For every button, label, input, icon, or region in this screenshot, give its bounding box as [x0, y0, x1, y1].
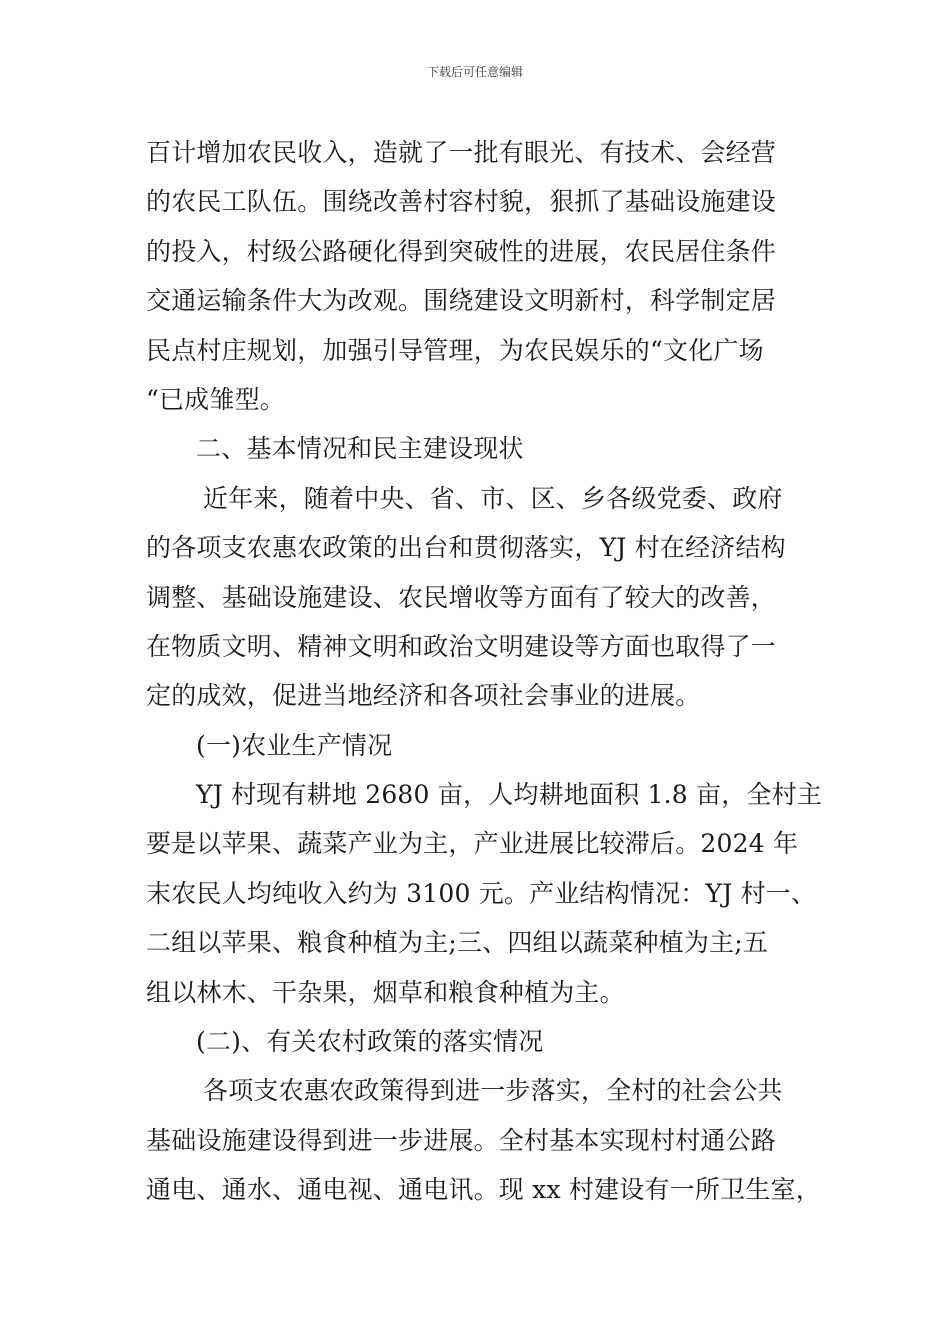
subsection-heading: (一)农业生产情况: [196, 730, 393, 760]
paragraph-line: 调整、基础设施建设、农民增收等方面有了较大的改善，: [146, 582, 777, 612]
paragraph-line: 的投入，村级公路硬化得到突破性的进展，农民居住条件: [146, 236, 777, 266]
paragraph-line: 基础设施建设得到进一步进展。全村基本实现村村通公路: [146, 1125, 777, 1155]
paragraph-line: YJ 村现有耕地 2680 亩，人均耕地面积 1.8 亩，全村主: [196, 780, 823, 810]
paragraph-line: 交通运输条件大为改观。围绕建设文明新村，科学制定居: [146, 286, 777, 316]
paragraph-line: 末农民人均纯收入约为 3100 元。产业结构情况：YJ 村一、: [146, 878, 817, 908]
paragraph-line: 通电、通水、通电视、通电讯。现 xx 村建设有一所卫生室，: [146, 1175, 821, 1205]
document-body: [146, 128, 823, 1215]
subsection-heading: (二)、有关农村政策的落实情况: [196, 1027, 544, 1057]
paragraph-line: 民点村庄规划，加强引导管理，为农民娱乐的“文化广场: [146, 335, 764, 365]
paragraph-line: “已成雏型。: [146, 384, 285, 414]
paragraph-line: 定的成效，促进当地经济和各项社会事业的进展。: [146, 681, 701, 711]
page-header: 下载后可任意编辑: [426, 65, 523, 79]
paragraph-line: 百计增加农民收入，造就了一批有眼光、有技术、会经营: [146, 138, 777, 167]
section-heading: 二、基本情况和民主建设现状: [196, 434, 524, 464]
paragraph-line: 组以林木、干杂果，烟草和粮食种植为主。: [146, 977, 625, 1007]
paragraph-line: 近年来，随着中央、省、市、区、乡各级党委、政府: [203, 483, 783, 513]
paragraph-line: 要是以苹果、蔬菜产业为主，产业进展比较滞后。2024 年: [146, 829, 799, 859]
paragraph-line: 的各项支农惠农政策的出台和贯彻落实，YJ 村在经济结构: [146, 533, 786, 563]
paragraph-line: 各项支农惠农政策得到进一步落实，全村的社会公共: [203, 1076, 783, 1106]
paragraph-line: 二组以苹果、粮食种植为主;三、四组以蔬菜种植为主;五: [146, 928, 769, 958]
paragraph-line: 在物质文明、精神文明和政治文明建设等方面也取得了一: [146, 631, 777, 661]
paragraph-line: 的农民工队伍。围绕改善村容村貌，狠抓了基础设施建设: [146, 187, 777, 217]
